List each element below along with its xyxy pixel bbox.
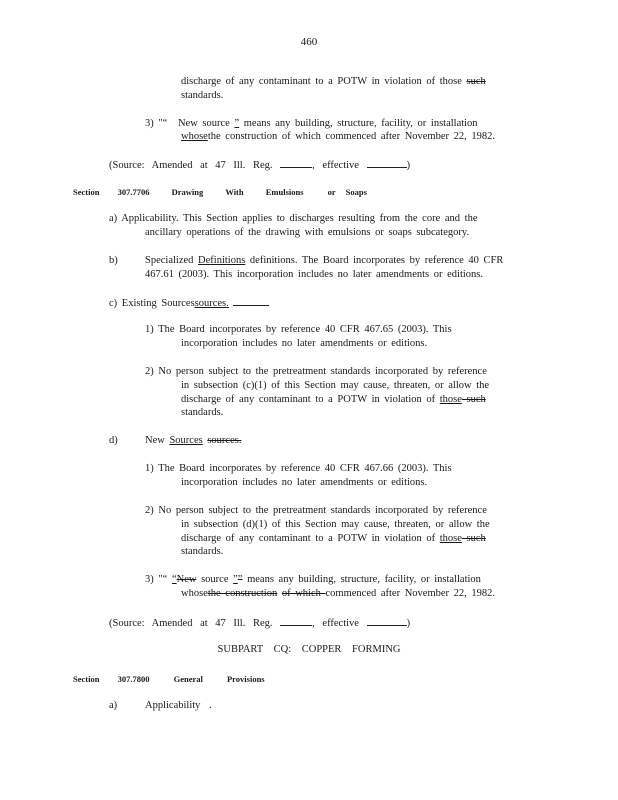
source-open: (Source: — [109, 160, 145, 171]
underline-rule — [233, 296, 269, 306]
source-note — [109, 158, 410, 172]
text: c) Existing Sources — [109, 298, 195, 309]
text: New source — [177, 118, 235, 129]
subsection-line — [145, 700, 212, 712]
item-number: 3) " — [145, 118, 163, 129]
inserted-text: whose — [181, 131, 208, 142]
text: discharge of any contaminant to a POTW in violation of those — [181, 76, 462, 87]
blank-line — [280, 616, 312, 626]
subsection-label: d) — [109, 435, 118, 446]
subsection-line — [145, 255, 503, 267]
list-item-line: in subsection (d)(1) of this Section may cause, threaten, or allow the — [181, 519, 490, 530]
inserted-text: “ — [171, 574, 177, 585]
text: Specialized — [145, 255, 199, 266]
list-item — [145, 574, 481, 586]
paragraph-line: standards. — [181, 90, 224, 101]
struck-text: such — [461, 394, 486, 405]
section-heading — [73, 673, 265, 685]
inserted-text: ” — [234, 118, 240, 129]
page-number: 460 — [300, 36, 318, 48]
subsection-line: ancillary operations of the drawing with emulsions or soaps subcategory. — [145, 227, 470, 238]
section-title-word: or — [327, 187, 336, 197]
list-item-line: incorporation includes no later amendments or editions. — [181, 477, 428, 488]
text: discharge of any contaminant to a POTW in violation of — [181, 394, 440, 405]
text: source — [196, 574, 234, 585]
source-effective: , effective — [312, 618, 359, 629]
text: means any building, structure, facility, or installation — [239, 118, 478, 129]
section-title-word: Drawing — [171, 187, 204, 197]
text: Applicability — [145, 700, 201, 711]
section-heading — [73, 186, 367, 198]
list-item: 2) No person subject to the pretreatment standards incorporated by reference — [145, 366, 487, 377]
list-item-line: incorporation includes no later amendments or editions. — [181, 338, 428, 349]
subsection-line — [109, 296, 269, 310]
list-item: 2) No person subject to the pretreatment standards incorporated by reference — [145, 505, 487, 516]
paragraph-line — [181, 76, 486, 88]
inserted-text: those — [439, 533, 462, 544]
inserted-text: ” — [233, 574, 238, 585]
subsection-line: a) Applicability. This Section applies to discharges resulting from the core and the — [109, 213, 478, 224]
struck-text: sources. — [207, 435, 242, 446]
section-title-word: Soaps — [345, 187, 367, 197]
text: discharge of any contaminant to a POTW in violation of — [181, 533, 440, 544]
text: whose — [181, 588, 208, 599]
quote-mark: “ — [162, 574, 168, 585]
struck-text: such — [466, 76, 486, 87]
struck-text: the construction — [207, 588, 278, 599]
inserted-text: Definitions — [198, 255, 246, 266]
source-note — [109, 616, 410, 630]
item-number: 3) " — [145, 574, 163, 585]
text: New — [145, 435, 170, 446]
blank-line — [280, 158, 312, 168]
subsection-line: 467.61 (2003). This incorporation includes no later amendments or editions. — [145, 269, 483, 280]
text: definitions. The Board incorporates by reference 40 CFR — [245, 255, 504, 266]
struck-text: ” — [237, 574, 243, 585]
blank-line — [367, 158, 407, 168]
section-title-word: With — [225, 187, 244, 197]
source-amended: Amended at 47 Ill. Reg. — [151, 618, 273, 629]
list-item-line: standards. — [181, 546, 224, 557]
section-label: Section — [73, 674, 100, 684]
section-title-word: General — [173, 674, 203, 684]
text: . — [209, 700, 212, 711]
source-open: (Source: — [109, 618, 145, 629]
text: the construction of which commenced after November 22, 1982. — [207, 131, 496, 142]
inserted-text: sources. — [194, 298, 229, 309]
inserted-text: Sources — [169, 435, 203, 446]
struck-text: New — [176, 574, 197, 585]
text: means any building, structure, facility, or installation — [242, 574, 481, 585]
list-item-line — [181, 131, 495, 143]
list-item-line: standards. — [181, 407, 224, 418]
source-close: ) — [406, 618, 411, 629]
struck-text: such — [461, 533, 486, 544]
list-item-line — [181, 533, 486, 545]
list-item: 1) The Board incorporates by reference 40 CFR 467.66 (2003). This — [145, 463, 452, 474]
source-effective: , effective — [312, 160, 359, 171]
source-amended: Amended at 47 Ill. Reg. — [151, 160, 273, 171]
list-item-line: in subsection (c)(1) of this Section may cause, threaten, or allow the — [181, 380, 490, 391]
quote-mark: “ — [162, 118, 168, 129]
section-title-word: Provisions — [226, 674, 265, 684]
subsection-label: a) — [109, 700, 118, 711]
subsection-line — [145, 435, 241, 447]
text: commenced after November 22, 1982. — [325, 588, 496, 599]
list-item — [145, 118, 478, 130]
blank-line — [367, 616, 407, 626]
section-label: Section — [73, 187, 100, 197]
list-item: 1) The Board incorporates by reference 40 CFR 467.65 (2003). This — [145, 324, 452, 335]
section-title-word: Emulsions — [265, 187, 304, 197]
struck-text: of which — [281, 588, 326, 599]
list-item-line — [181, 588, 495, 600]
section-number: 307.7706 — [117, 187, 150, 197]
source-close: ) — [406, 160, 411, 171]
subsection-label: b) — [109, 255, 118, 266]
inserted-text: those — [439, 394, 462, 405]
list-item-line — [181, 394, 486, 406]
subpart-heading: SUBPART CQ: COPPER FORMING — [217, 644, 401, 655]
section-number: 307.7800 — [117, 674, 150, 684]
